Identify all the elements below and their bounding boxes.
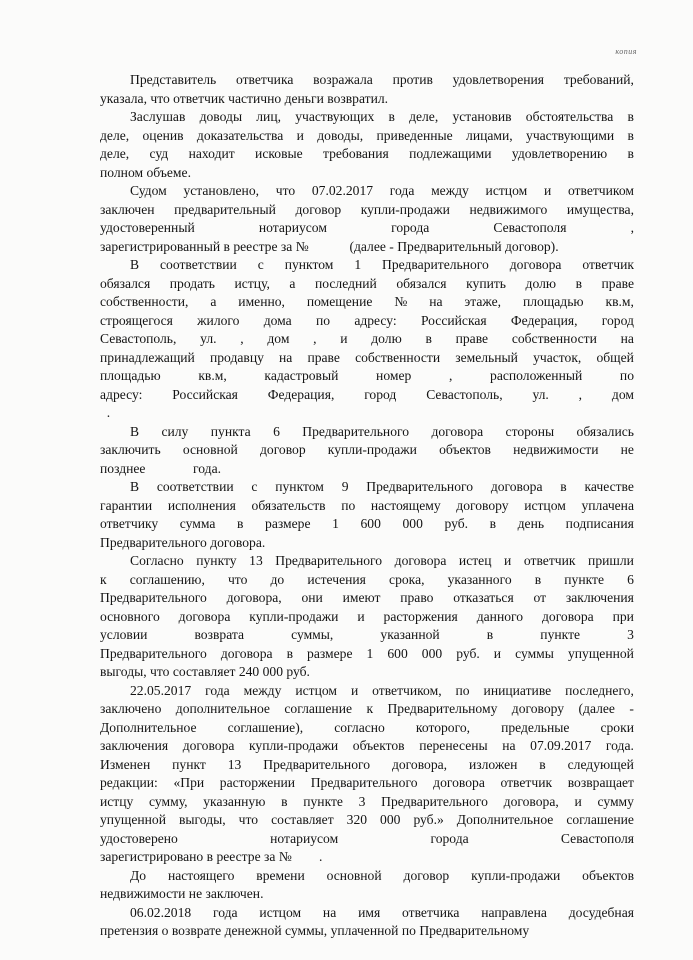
text-line: деле, суд находит исковые требования подлежащими удовлетворению в bbox=[100, 146, 634, 161]
text-line: Заслушав доводы лиц, участвующих в деле, установив обстоятельства в bbox=[130, 109, 634, 124]
text-line: полном объеме. bbox=[100, 164, 191, 180]
text-line: В силу пункта 6 Предварительного договора стороны обязались bbox=[130, 423, 634, 439]
text-line: Предварительного договора. bbox=[100, 534, 266, 550]
text-line: указала, что ответчик частично деньги возвратил. bbox=[100, 90, 389, 106]
text-line: площадью кв.м, кадастровый номер , расположенный по bbox=[100, 368, 634, 383]
text-line: Представитель ответчика возражала против удовлетворения требований, bbox=[130, 72, 634, 87]
text-line: строящегося жилого дома по адресу: Российская Федерация, город bbox=[100, 312, 634, 328]
text-line: Севастополь, ул. , дом , и долю в праве собственности на bbox=[100, 331, 634, 346]
text-line: В соответствии с пунктом 9 Предварительного договора в качестве bbox=[130, 479, 634, 494]
text-line: к соглашению, что до истечения срока, указанного в пункте 6 bbox=[100, 571, 634, 587]
text-line: недвижимости не заключен. bbox=[100, 886, 264, 901]
copy-stamp: копия bbox=[615, 47, 637, 56]
text-line: претензия о возврате денежной суммы, уплаченной по Предварительному bbox=[100, 923, 530, 938]
text-line: основного договора купли-продажи и расторжения данного договора при bbox=[100, 608, 634, 624]
text-line: 06.02.2018 года истцом на имя ответчика направлена досудебная bbox=[130, 904, 634, 920]
text-line: условии возврата суммы, указанной в пункте 3 bbox=[100, 627, 634, 642]
text-line: зарегистрированный в реестре за № (далее - Предварительный договор). bbox=[100, 238, 559, 254]
text-line: гарантии исполнения обязательств по настоящему договору истцом уплачена bbox=[100, 497, 634, 513]
text-line: Согласно пункту 13 Предварительного договора истец и ответчик пришли bbox=[130, 553, 634, 568]
text-line: До настоящего времени основной договор купли-продажи объектов bbox=[130, 867, 634, 883]
text-line: выгоды, что составляет 240 000 руб. bbox=[100, 664, 310, 679]
text-line: Изменен пункт 13 Предварительного договора, изложен в следующей bbox=[100, 756, 634, 772]
text-line: Судом установлено, что 07.02.2017 года между истцом и ответчиком bbox=[130, 183, 634, 198]
text-line: ответчику сумма в размере 1 600 000 руб. в день подписания bbox=[100, 516, 634, 531]
text-line: упущенной выгоды, что составляет 320 000 руб.» Дополнительное соглашение bbox=[100, 812, 634, 827]
text-line: В соответствии с пунктом 1 Предварительного договора ответчик bbox=[130, 257, 634, 272]
text-line: обязался продать истцу, а последний обязался купить долю в праве bbox=[100, 275, 634, 291]
text-line: истцу сумму, указанную в пункте 3 Предварительного договора, и сумму bbox=[100, 793, 634, 809]
text-line: зарегистрировано в реестре за № . bbox=[100, 849, 323, 864]
text-line: удостоверено нотариусом города Севастополя bbox=[100, 830, 634, 846]
text-line: заключить основной договор купли-продажи объектов недвижимости не bbox=[100, 442, 634, 457]
text-line: удостоверенный нотариусом города Севастополя , bbox=[100, 220, 634, 235]
text-line: . bbox=[100, 405, 111, 420]
text-line: деле, оценив доказательства и доводы, приведенные лицами, участвующими в bbox=[100, 127, 634, 143]
text-line: Предварительного договора, они имеют право отказаться от заключения bbox=[100, 590, 634, 605]
text-line: Дополнительное соглашение), согласно которого, предельные сроки bbox=[100, 719, 634, 735]
text-line: собственности, а именно, помещение № на этаже, площадью кв.м, bbox=[100, 294, 634, 309]
text-line: заключено дополнительное соглашение к Предварительному договору (далее - bbox=[100, 701, 634, 716]
text-line: позднее года. bbox=[100, 460, 222, 476]
text-line: заключения договора купли-продажи объектов перенесены на 07.09.2017 года. bbox=[100, 738, 634, 753]
text-line: редакции: «При расторжении Предварительного договора ответчик возвращает bbox=[100, 775, 634, 790]
text-line: Предварительного договора в размере 1 600 000 руб. и суммы упущенной bbox=[100, 645, 634, 661]
text-line: адресу: Российская Федерация, город Севастополь, ул. , дом bbox=[100, 386, 634, 402]
text-line: принадлежащий продавцу на праве собственности земельный участок, общей bbox=[100, 349, 634, 365]
document-body bbox=[100, 71, 634, 941]
text-line: заключен предварительный договор купли-продажи недвижимого имущества, bbox=[100, 201, 634, 217]
text-line: 22.05.2017 года между истцом и ответчиком, по инициативе последнего, bbox=[130, 682, 634, 698]
